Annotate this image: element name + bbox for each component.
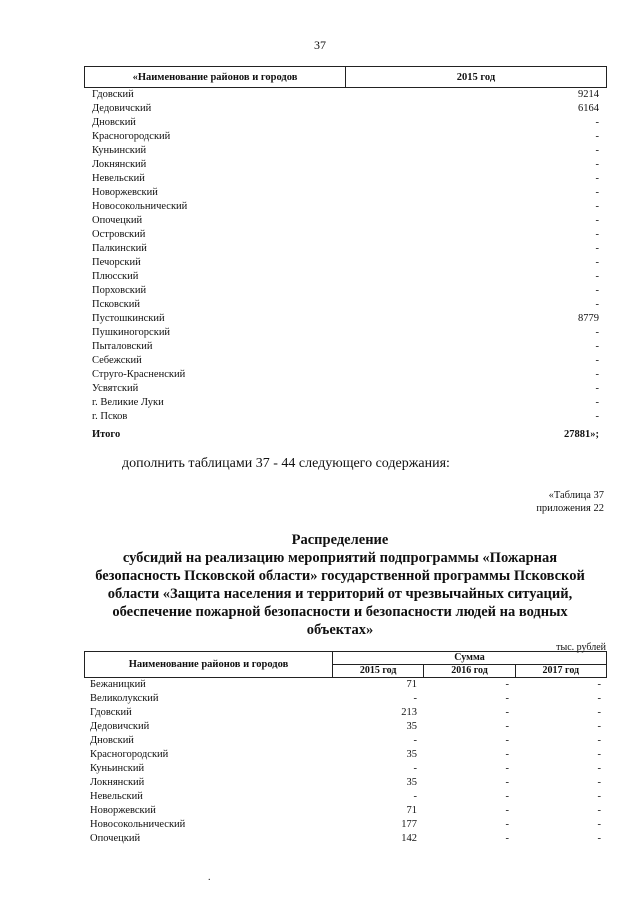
table-reference-line-2: приложения 22: [536, 503, 604, 514]
column-header-2017: 2017 год: [515, 665, 606, 677]
column-header-sum: Сумма: [333, 652, 606, 665]
district-value: -: [595, 257, 599, 268]
table-row: [84, 284, 607, 298]
table-row: [84, 396, 607, 410]
column-header-2015: 2015 год: [359, 665, 397, 676]
district-value: -: [595, 215, 599, 226]
value-2017: -: [597, 749, 601, 760]
table-row: [84, 678, 607, 692]
value-2017: -: [597, 833, 601, 844]
district-name: Дновский: [90, 735, 134, 746]
district-name: Псковский: [92, 299, 140, 310]
table-row: [84, 186, 607, 200]
title-line: безопасность Псковской области» государственной программы Псковской: [95, 568, 585, 584]
district-name: Новосокольнический: [90, 819, 186, 830]
value-2015: -: [413, 763, 417, 774]
district-name: Бежаницкий: [90, 679, 146, 690]
district-name: г. Псков: [92, 411, 128, 422]
value-2017: -: [597, 819, 601, 830]
table-row: [84, 776, 607, 790]
table-row: [84, 804, 607, 818]
district-name: Пустошкинский: [92, 313, 165, 324]
value-2017: -: [597, 791, 601, 802]
value-2016: -: [505, 693, 509, 704]
table-row: [84, 706, 607, 720]
footer-mark: .: [208, 872, 211, 883]
district-value: -: [595, 131, 599, 142]
title-line: области «Защита населения и территорий от чрезвычайных ситуаций,: [107, 586, 573, 602]
district-value: -: [595, 229, 599, 240]
district-value: -: [595, 201, 599, 212]
value-2017: -: [597, 679, 601, 690]
value-2017: -: [597, 693, 601, 704]
table-row: [84, 340, 607, 354]
district-name: Гдовский: [92, 89, 134, 100]
district-value: -: [595, 355, 599, 366]
district-value: 8779: [578, 313, 599, 324]
table-row: [84, 748, 607, 762]
table-2-header: [84, 651, 607, 678]
table-1: [84, 66, 607, 442]
column-header-2016: 2016 год: [423, 665, 514, 677]
district-value: -: [595, 243, 599, 254]
district-name: Печорский: [92, 257, 141, 268]
district-name: Локнянский: [90, 777, 145, 788]
value-2015: 71: [406, 805, 417, 816]
table-row: [84, 116, 607, 130]
table-2-body: [84, 678, 607, 846]
value-2016: -: [505, 763, 509, 774]
units-label: тыс. рублей: [556, 642, 606, 653]
district-name: Островский: [92, 229, 146, 240]
total-label: Итого: [92, 429, 121, 440]
table-2: [84, 651, 607, 846]
district-value: -: [595, 145, 599, 156]
table-row: [84, 200, 607, 214]
value-2017: -: [597, 763, 601, 774]
value-2015: 71: [406, 679, 417, 690]
district-value: -: [595, 397, 599, 408]
value-2016: -: [505, 721, 509, 732]
title-line: объектах»: [306, 622, 374, 638]
district-value: -: [595, 159, 599, 170]
title-line: субсидий на реализацию мероприятий подпрограммы «Пожарная: [122, 550, 558, 566]
district-name: Себежский: [92, 355, 142, 366]
table-row: [84, 832, 607, 846]
district-name: Пушкиногорский: [92, 327, 171, 338]
table-row: [84, 242, 607, 256]
table-row: [84, 102, 607, 116]
value-2016: -: [505, 749, 509, 760]
table-row: [84, 214, 607, 228]
column-header-name: «Наименование районов и городов: [85, 67, 346, 87]
district-value: -: [595, 299, 599, 310]
district-name: Невельский: [90, 791, 143, 802]
table-row: [84, 158, 607, 172]
value-2015: 35: [406, 721, 417, 732]
district-name: Красногородский: [90, 749, 169, 760]
table-row: [84, 144, 607, 158]
column-header-group: [333, 652, 606, 677]
district-value: -: [595, 271, 599, 282]
table-row: [84, 368, 607, 382]
table-row: [84, 734, 607, 748]
value-2015: 213: [401, 707, 417, 718]
district-value: -: [595, 369, 599, 380]
district-name: Куньинский: [90, 763, 145, 774]
table-row: [84, 312, 607, 326]
district-name: Великолукский: [90, 693, 159, 704]
column-header-years: [333, 665, 606, 677]
district-value: -: [595, 411, 599, 422]
table-row: [84, 818, 607, 832]
value-2016: -: [505, 819, 509, 830]
value-2015: -: [413, 791, 417, 802]
table-row: [84, 790, 607, 804]
value-2016: -: [505, 707, 509, 718]
district-name: Дедовичский: [92, 103, 152, 114]
district-name: Дновский: [92, 117, 136, 128]
district-value: -: [595, 327, 599, 338]
table-row: [84, 172, 607, 186]
district-name: Новоржевский: [92, 187, 158, 198]
value-2017: -: [597, 721, 601, 732]
value-2017: -: [597, 735, 601, 746]
column-header-name: Наименование районов и городов: [85, 652, 333, 677]
table-row: [84, 88, 607, 102]
value-2015: 35: [406, 749, 417, 760]
value-2016: -: [505, 777, 509, 788]
title-line: Распределение: [291, 532, 389, 548]
table-row: [84, 270, 607, 284]
table-row: [84, 298, 607, 312]
district-name: Невельский: [92, 173, 145, 184]
district-value: -: [595, 285, 599, 296]
table-row: [84, 692, 607, 706]
intro-text: дополнить таблицами 37 - 44 следующего содержания:: [122, 456, 450, 471]
table-1-total-row: [84, 428, 607, 442]
table-row: [84, 326, 607, 340]
table-row: [84, 354, 607, 368]
table-1-header: [84, 66, 607, 88]
table-reference: [536, 489, 604, 515]
table-row: [84, 382, 607, 396]
district-name: Струго-Красненский: [92, 369, 186, 380]
district-name: Порховский: [92, 285, 147, 296]
district-name: Локнянский: [92, 159, 147, 170]
table-row: [84, 256, 607, 270]
district-value: -: [595, 341, 599, 352]
table-reference-line-1: «Таблица 37: [548, 490, 604, 501]
district-name: Опочецкий: [92, 215, 143, 226]
district-name: Куньинский: [92, 145, 147, 156]
district-value: -: [595, 173, 599, 184]
district-value: -: [595, 383, 599, 394]
value-2017: -: [597, 707, 601, 718]
district-name: Опочецкий: [90, 833, 141, 844]
value-2015: -: [413, 735, 417, 746]
table-row: [84, 228, 607, 242]
value-2015: 142: [401, 833, 417, 844]
district-name: Дедовичский: [90, 721, 150, 732]
district-value: -: [595, 187, 599, 198]
value-2016: -: [505, 833, 509, 844]
district-name: Палкинский: [92, 243, 147, 254]
value-2017: -: [597, 777, 601, 788]
table-1-body: [84, 88, 607, 424]
value-2016: -: [505, 791, 509, 802]
title-line: обеспечение пожарной безопасности и безопасности людей на водных: [112, 604, 568, 620]
district-value: 6164: [578, 103, 599, 114]
table-row: [84, 410, 607, 424]
district-value: 9214: [578, 89, 599, 100]
table-row: [84, 720, 607, 734]
value-2015: -: [413, 693, 417, 704]
district-name: Гдовский: [90, 707, 132, 718]
value-2015: 177: [401, 819, 417, 830]
district-name: Красногородский: [92, 131, 171, 142]
value-2015: 35: [406, 777, 417, 788]
district-name: Плюсский: [92, 271, 139, 282]
district-name: г. Великие Луки: [92, 397, 164, 408]
document-title: [70, 531, 610, 639]
district-name: Новоржевский: [90, 805, 156, 816]
total-value: 27881»;: [564, 429, 599, 440]
value-2016: -: [505, 805, 509, 816]
district-name: Пыталовский: [92, 341, 153, 352]
district-value: -: [595, 117, 599, 128]
value-2016: -: [505, 679, 509, 690]
page-number: 37: [314, 38, 326, 52]
district-name: Новосокольнический: [92, 201, 188, 212]
column-header-year: 2015 год: [456, 71, 496, 83]
value-2016: -: [505, 735, 509, 746]
district-name: Усвятский: [92, 383, 139, 394]
table-row: [84, 762, 607, 776]
value-2017: -: [597, 805, 601, 816]
table-row: [84, 130, 607, 144]
